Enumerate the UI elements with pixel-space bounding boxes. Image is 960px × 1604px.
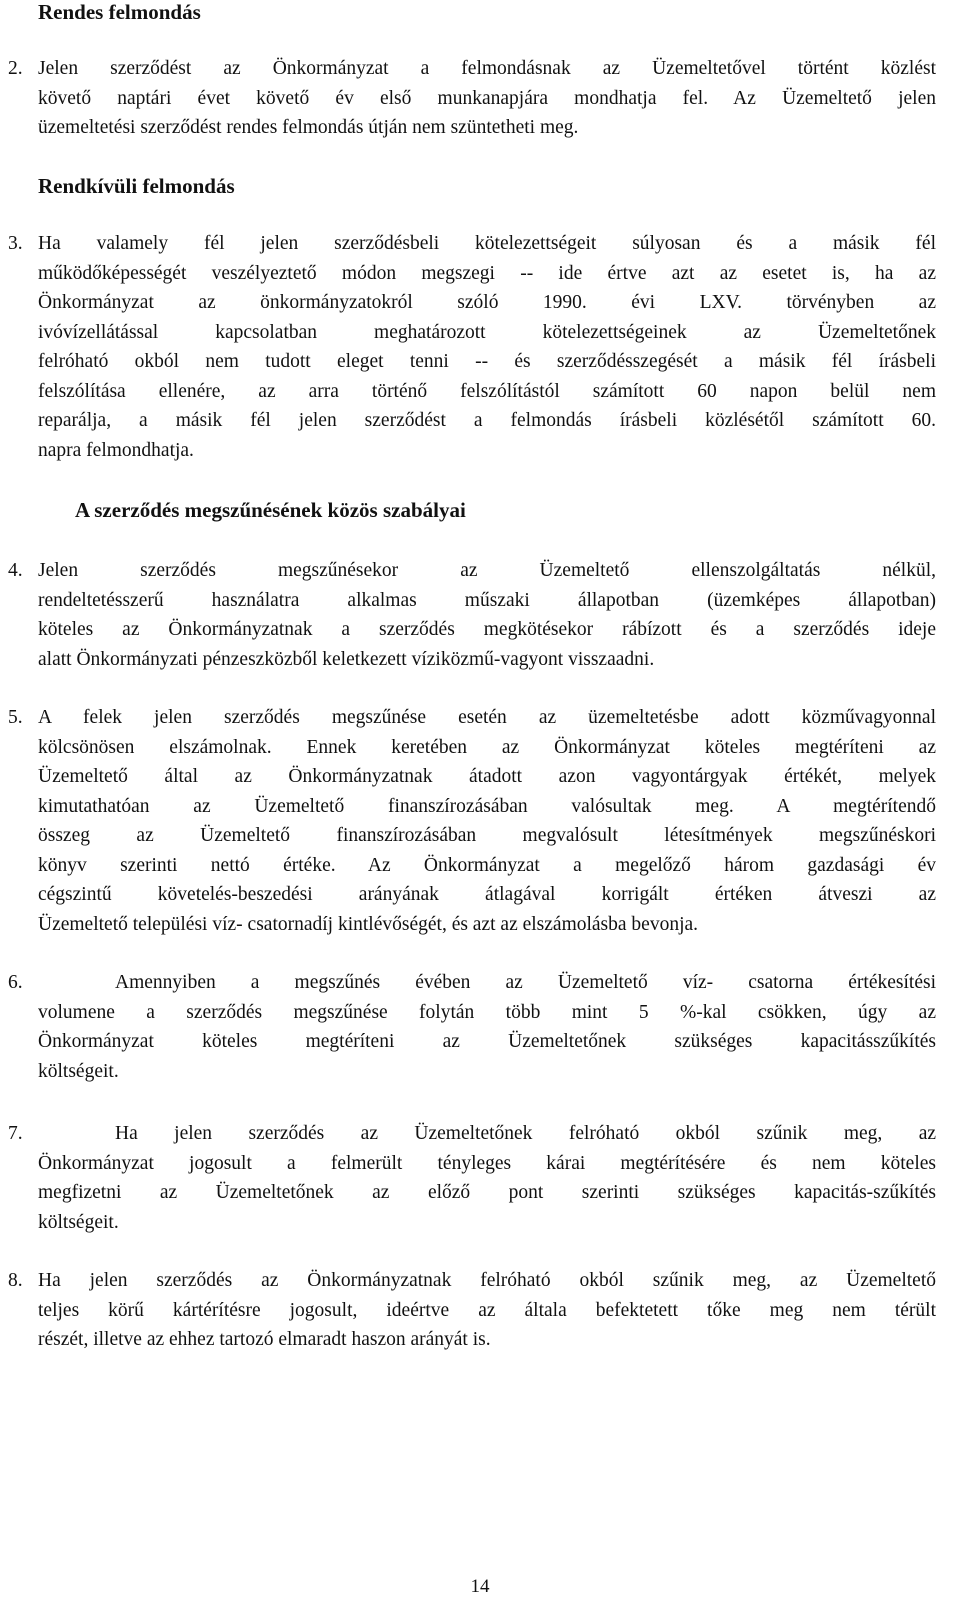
paragraph-line: működőképességét veszélyeztető módon megszegi -- ide értve azt az esetet is, ha az: [38, 262, 936, 284]
paragraph-line: üzemeltetési szerződést rendes felmondás útján nem szüntetheti meg.: [38, 117, 579, 138]
paragraph-line: Önkormányzat jogosult a felmerült tényleges kárai megtérítésére és nem köteles: [38, 1152, 936, 1174]
paragraph-line: követő naptári évet követő év első munkanapjára mondhatja fel. Az Üzemeltető jelen: [38, 87, 936, 109]
paragraph-line: Amennyiben a megszűnés évében az Üzemeltető víz- csatorna értékesítési: [115, 972, 936, 993]
paragraph-line: volumene a szerződés megszűnése folytán több mint 5 %-kal csökken, úgy az: [38, 1001, 936, 1023]
paragraph-line: felszólítása ellenére, az arra történő felszólítástól számított 60 napon belül nem: [38, 380, 936, 402]
paragraph-line: részét, illetve az ehhez tartozó elmaradt haszon arányát is.: [38, 1329, 491, 1350]
paragraph-number: 4.: [8, 560, 23, 581]
paragraph-line: költségeit.: [38, 1211, 119, 1233]
paragraph-line: megfizetni az Üzemeltetőnek az előző pont szerinti szükséges kapacitás-szűkítés: [38, 1182, 936, 1203]
section-heading-rendkivuli-felmondas: Rendkívüli felmondás: [38, 174, 235, 198]
paragraph-line: Üzemeltető települési víz- csatornadíj kintlévőségét, és azt az elszámolásba bevonja.: [38, 913, 699, 935]
paragraph-line: alatt Önkormányzati pénzeszközből keletkezett víziközmű-vagyont visszaadni.: [38, 648, 655, 670]
paragraph-line: Ha jelen szerződés az Üzemeltetőnek felróható okból szűnik meg, az: [115, 1123, 936, 1144]
paragraph-number: 5.: [8, 707, 23, 728]
paragraph-line: Önkormányzat az önkormányzatokról szóló 1990. évi LXV. törvényben az: [38, 292, 936, 313]
paragraph-2: [8, 54, 936, 143]
paragraph-line: összeg az Üzemeltető finanszírozásában megvalósult létesítmények megszűnéskori: [38, 825, 936, 846]
paragraph-3: [8, 229, 936, 465]
paragraph-line: költségeit.: [38, 1060, 119, 1082]
paragraph-line: rendeltetésszerű használatra alkalmas műszaki állapotban (üzemképes állapotban): [38, 589, 936, 611]
paragraph-number: 8.: [8, 1270, 23, 1291]
paragraph-line: kimutathatóan az Üzemeltető finanszírozásában valósultak meg. A megtérítendő: [38, 795, 936, 817]
paragraph-line: Jelen szerződés megszűnésekor az Üzemeltető ellenszolgáltatás nélkül,: [38, 560, 936, 581]
paragraph-line: Üzemeltető által az Önkormányzatnak átadott azon vagyontárgyak értékét, melyek: [38, 766, 936, 787]
paragraph-line: kölcsönösen elszámolnak. Ennek keretében az Önkormányzat köteles megtéríteni az: [38, 736, 936, 758]
paragraph-line: ivóvízellátással kapcsolatban meghatározott kötelezettségeinek az Üzemeltetőnek: [38, 321, 936, 343]
paragraph-4: [8, 556, 936, 674]
page-number: 14: [470, 1576, 490, 1597]
paragraph-line: Ha valamely fél jelen szerződésbeli kötelezettségeit súlyosan és a másik fél: [38, 233, 936, 254]
paragraph-number: 6.: [8, 972, 23, 993]
paragraph-7: [8, 1119, 936, 1237]
paragraph-line: Önkormányzat köteles megtéríteni az Üzemeltetőnek szükséges kapacitásszűkítés: [38, 1031, 936, 1052]
paragraph-line: reparálja, a másik fél jelen szerződést a felmondás írásbeli közlésétől számított 60.: [38, 410, 936, 431]
paragraph-line: A felek jelen szerződés megszűnése esetén az üzemeltetésbe adott közművagyonnal: [38, 707, 936, 728]
paragraph-5: [8, 703, 936, 939]
paragraph-line: teljes körű kártérítésre jogosult, ideértve az általa befektetett tőke meg nem térült: [38, 1299, 936, 1321]
paragraph-line: köteles az Önkormányzatnak a szerződés megkötésekor rábízott és a szerződés ideje: [38, 619, 936, 640]
paragraph-6: [8, 968, 936, 1086]
paragraph-line: Ha jelen szerződés az Önkormányzatnak felróható okból szűnik meg, az Üzemeltető: [38, 1270, 936, 1291]
paragraph-number: 3.: [8, 233, 23, 254]
paragraph-number: 7.: [8, 1123, 23, 1144]
section-heading-kozos-szabalyok: A szerződés megszűnésének közös szabályai: [75, 498, 466, 522]
paragraph-line: felróható okból nem tudott eleget tenni -- és szerződésszegését a másik fél írásbeli: [38, 351, 936, 372]
paragraph-8: [8, 1266, 936, 1355]
paragraph-line: napra felmondhatja.: [38, 439, 194, 461]
paragraph-line: cégszintű követelés-beszedési arányának átlagával korrigált értéken átveszi az: [38, 884, 936, 905]
paragraph-number: 2.: [8, 58, 23, 79]
paragraph-line: könyv szerinti nettó értéke. Az Önkormányzat a megelőző három gazdasági év: [38, 854, 936, 876]
section-heading-rendes-felmondas: Rendes felmondás: [38, 0, 201, 24]
paragraph-line: Jelen szerződést az Önkormányzat a felmondásnak az Üzemeltetővel történt közlést: [38, 58, 936, 79]
